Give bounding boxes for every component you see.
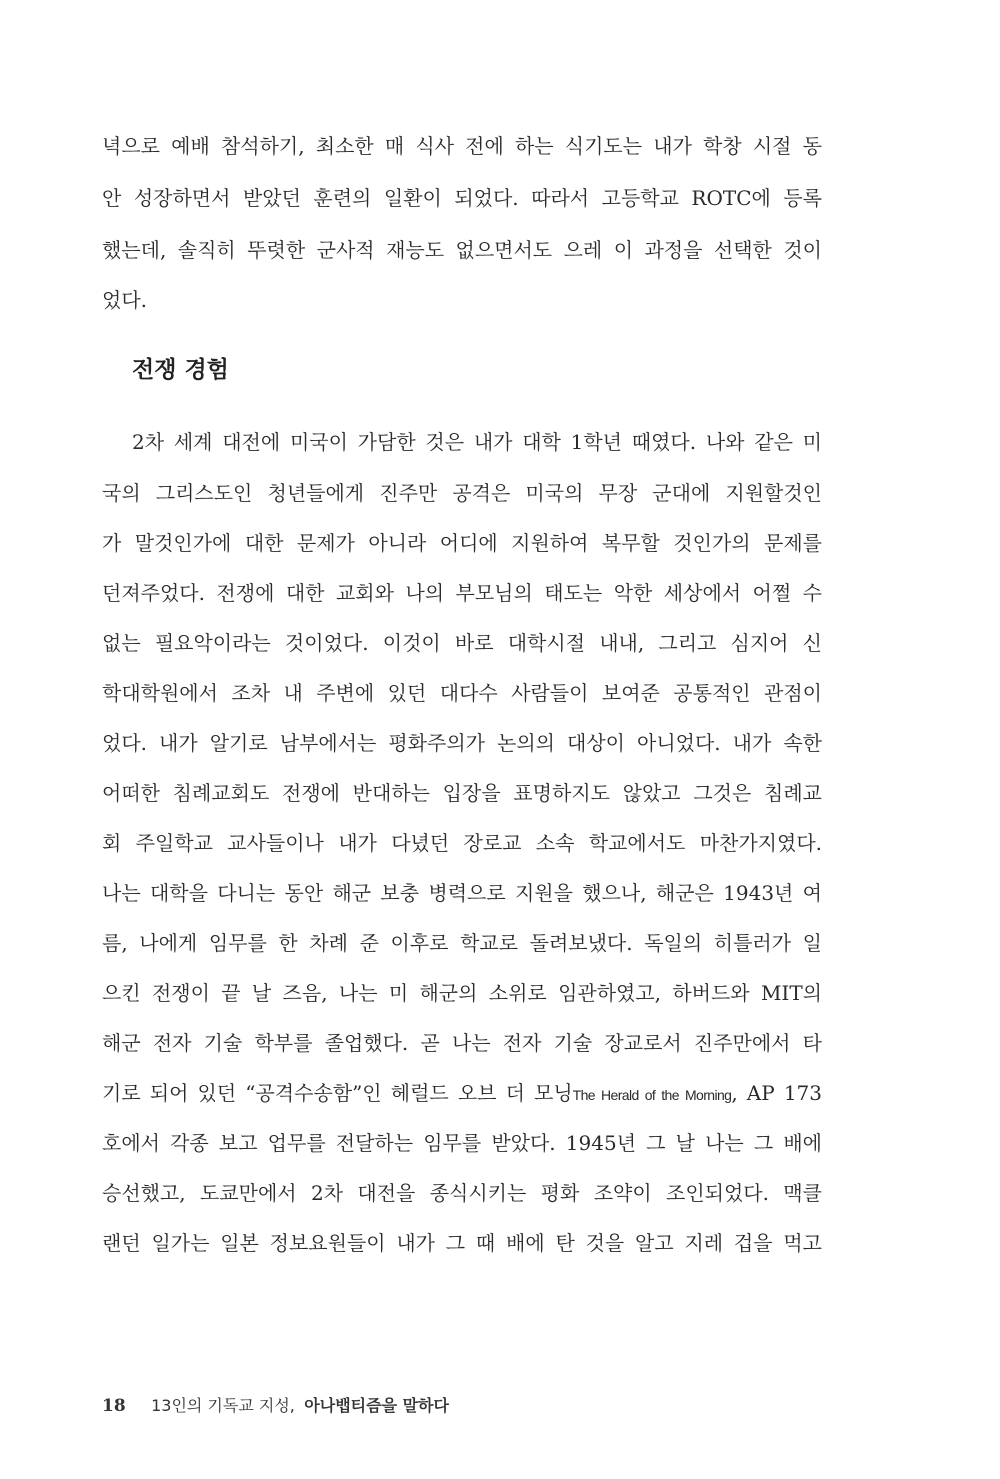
- text-line: 해군 전자 기술 학부를 졸업했다. 곧 나는 전자 기술 장교로서 진주만에서 타: [102, 1031, 822, 1055]
- page-number: 18: [102, 1396, 126, 1416]
- section-heading: 전쟁 경험: [132, 356, 229, 383]
- text-line: 나는 대학을 다니는 동안 해군 보충 병력으로 지원을 했으나, 해군은 1943년 여: [102, 881, 822, 905]
- text-line: 었다.: [102, 288, 147, 312]
- text-line: 가 말것인가에 대한 문제가 아니라 어디에 지원하여 복무할 것인가의 문제를: [102, 531, 822, 555]
- text-line: 던져주었다. 전쟁에 대한 교회와 나의 부모님의 태도는 악한 세상에서 어쩔 수: [102, 581, 822, 605]
- text-line: 없는 필요악이라는 것이었다. 이것이 바로 대학시절 내내, 그리고 심지어 신: [102, 631, 822, 655]
- text-line: 2차 세계 대전에 미국이 가담한 것은 내가 대학 1학년 때였다. 나와 같은 미: [132, 430, 822, 454]
- book-title: 13인의 기독교 지성,: [151, 1396, 295, 1415]
- text-line-herald: [102, 1081, 822, 1107]
- ship-designation: , AP 173: [731, 1081, 822, 1105]
- text-line: 국의 그리스도인 청년들에게 진주만 공격은 미국의 무장 군대에 지원할것인: [102, 481, 822, 505]
- text-line: 승선했고, 도쿄만에서 2차 대전을 종식시키는 평화 조약이 조인되었다. 맥클: [102, 1181, 822, 1205]
- text-line: 회 주일학교 교사들이나 내가 다녔던 장로교 소속 학교에서도 마찬가지였다.: [102, 831, 822, 855]
- text-line: 했는데, 솔직히 뚜렷한 군사적 재능도 없으면서도 으레 이 과정을 선택한 것이: [102, 238, 822, 262]
- text-line: 름, 나에게 임무를 한 차례 준 이후로 학교로 돌려보냈다. 독일의 히틀러가 일: [102, 931, 822, 955]
- text-line: 학대학원에서 조차 내 주변에 있던 대다수 사람들이 보여준 공통적인 관점이: [102, 681, 822, 705]
- page-footer: [102, 1395, 449, 1417]
- ship-name-english: The Herald of the Morning: [572, 1087, 732, 1103]
- text-line: 랜던 일가는 일본 정보요원들이 내가 그 때 배에 탄 것을 알고 지레 겁을 먹고: [102, 1231, 822, 1255]
- text-line: 었다. 내가 알기로 남부에서는 평화주의가 논의의 대상이 아니었다. 내가 속한: [102, 731, 822, 755]
- text-line: 안 성장하면서 받았던 훈련의 일환이 되었다. 따라서 고등학교 ROTC에 등록: [102, 186, 822, 210]
- book-subtitle: 아나뱁티즘을 말하다: [304, 1396, 449, 1415]
- text-line: 어떠한 침례교회도 전쟁에 반대하는 입장을 표명하지도 않았고 그것은 침례교: [102, 781, 822, 805]
- herald-line-korean: 기로 되어 있던 “공격수송함”인 헤럴드 오브 더 모닝: [102, 1081, 573, 1105]
- text-line: 녁으로 예배 참석하기, 최소한 매 식사 전에 하는 식기도는 내가 학창 시절 동: [102, 134, 822, 158]
- text-line: 호에서 각종 보고 업무를 전달하는 임무를 받았다. 1945년 그 날 나는 그 배에: [102, 1131, 822, 1155]
- text-line: 으킨 전쟁이 끝 날 즈음, 나는 미 해군의 소위로 임관하였고, 하버드와 MIT의: [102, 981, 822, 1005]
